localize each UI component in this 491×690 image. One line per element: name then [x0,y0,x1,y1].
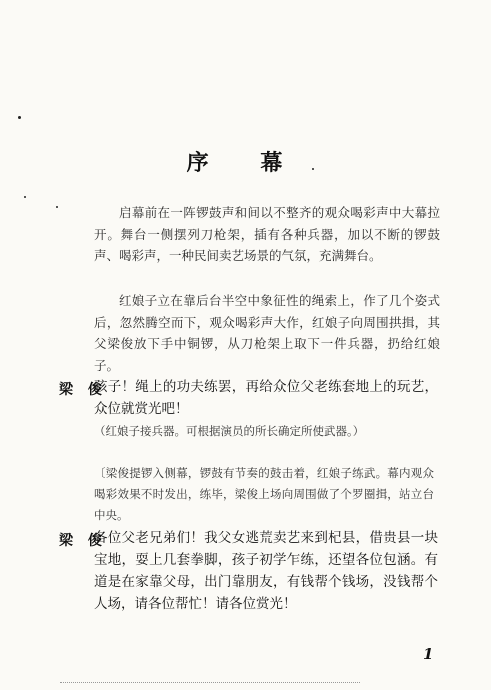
margin-dot [24,196,26,198]
page-number: 1 [423,645,434,663]
stage-direction-note: （红娘子接兵器。可根据演员的所长确定所使武器。） [94,424,365,438]
dialogue-line: 各位父老兄弟们！我父女逃荒卖艺来到杞县，借贵县一块宝地，耍上几套拳脚，孩子初学乍练，还望各位包涵。有道是在家靠父母，出门靠朋友，有钱帮个钱场，没钱帮个人场，请各位帮忙！请各位赏光！ [94,530,438,612]
margin-dot [18,116,21,119]
stage-direction-note: 〔梁俊提锣入侧幕，锣鼓有节奏的鼓击着，红娘子练武。幕内观众喝彩效果不时发出，练毕，梁俊上场向周围做了个罗圈揖，站立台中央。 [94,466,434,522]
stage-direction-paragraph: 红娘子立在靠后台半空中象征性的绳索上，作了几个姿式后，忽然腾空而下，观众喝彩声大作，红娘子向周围拱揖，其父梁俊放下手中铜锣，从刀枪架上取下一件兵器，扔给红娘子。 [94,293,440,373]
speaker-name: 梁 俊 [59,382,107,398]
scan-edge-noise [60,682,360,685]
margin-dot [56,206,58,208]
speaker-name: 梁 俊 [59,533,107,549]
scene-title: 序 幕 [186,150,305,176]
stage-direction-paragraph: 启幕前在一阵锣鼓声和间以不整齐的观众喝彩声中大幕拉开。舞台一侧摆列刀枪架，插有各种兵器，加以不断的锣鼓声、喝彩声，一种民间卖艺场景的气氛，充满舞台。 [94,205,440,263]
dialogue-line: 孩子！绳上的功夫练罢，再给众位父老练套地上的玩艺，众位就赏光吧！ [94,379,438,417]
